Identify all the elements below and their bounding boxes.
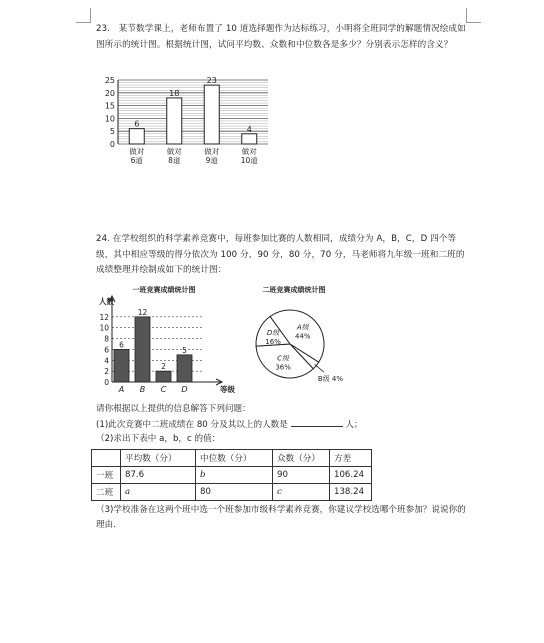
table-header-cell xyxy=(92,450,121,467)
statistics-table xyxy=(91,449,372,501)
question-24-text: 24. 在学校组织的科学素养竞赛中，每班参加比赛的人数相同，成绩分为 A，B，C，D 四个等级，其中相应等级的得分依次为 100 分，90 分，80 分，70 分，马老师将九年级一班和二班的成绩整理并绘制成如下的统计图： xyxy=(96,234,465,275)
table-cell: 90 xyxy=(273,467,330,484)
part1-text: (1)此次竞赛中二班成绩在 80 分及其以上的人数是 xyxy=(96,420,288,430)
y-tick-label: 4 xyxy=(104,356,109,366)
x-tick-label: 9道 xyxy=(205,156,218,165)
y-tick-label: 2 xyxy=(104,367,109,377)
x-tick-label: A xyxy=(118,385,125,394)
question-24-part2: （2)求出下表中 a，b，c 的值： xyxy=(96,434,221,444)
x-axis-label: 等级 xyxy=(220,385,235,394)
chart-title: 二班竞赛成绩统计图 xyxy=(262,286,326,294)
table-header-cell: 方差 xyxy=(330,450,372,467)
question-23-text: 23. 某节数学课上，老师布置了 10 道选择题作为达标练习，小明将全班同学的解题情况绘成如图所示的统计图。根据统计图，试问平均数、众数和中位数各是多少？分别表示怎样的含义？ xyxy=(96,24,466,50)
data-label: 12 xyxy=(137,307,148,317)
x-tick-label: 6道 xyxy=(130,156,143,165)
data-label: 5 xyxy=(182,345,187,355)
y-tick-label: 15 xyxy=(104,101,115,111)
data-label: 6 xyxy=(119,340,124,350)
question-24-part3: （3)学校准备在这两个班中选一个班参加市级科学素养竞赛，你建议学校选哪个班参加？说说你的理由. xyxy=(96,505,466,530)
bar xyxy=(177,355,192,382)
class2-pie-chart xyxy=(248,284,348,396)
x-tick-label: 做对 xyxy=(129,147,145,156)
slice-percent: 44% xyxy=(295,332,311,341)
bar xyxy=(114,349,129,382)
table-cell: a xyxy=(121,484,196,501)
table-cell: 80 xyxy=(196,484,273,501)
bar xyxy=(135,317,150,382)
y-axis-label: 人数 xyxy=(99,297,114,306)
table-header-row xyxy=(92,450,372,467)
slice-label: A级 xyxy=(296,323,309,332)
table-cell: c xyxy=(273,484,330,501)
y-tick-label: 25 xyxy=(104,76,115,85)
slice-label: D级 xyxy=(266,329,280,338)
data-label: 4 xyxy=(246,124,252,134)
slice-percent: 36% xyxy=(275,363,291,372)
table-cell: b xyxy=(196,467,273,484)
data-label: 2 xyxy=(161,362,166,372)
x-tick-label: B xyxy=(139,385,146,394)
y-tick-label: 10 xyxy=(104,114,115,124)
data-label: 23 xyxy=(206,76,217,86)
slice-label: C级 xyxy=(277,354,290,363)
y-tick-label: 0 xyxy=(109,140,115,149)
page-corner-mark-left xyxy=(76,8,91,23)
table-cell: 138.24 xyxy=(330,484,372,501)
x-tick-label: 做对 xyxy=(204,147,220,156)
y-tick-label: 8 xyxy=(104,334,109,344)
bar xyxy=(204,85,219,144)
table-cell: 二班 xyxy=(92,484,121,501)
table-cell: 106.24 xyxy=(330,467,372,484)
table-row xyxy=(92,467,372,484)
answer-blank[interactable] xyxy=(291,417,343,427)
x-tick-label: 做对 xyxy=(241,147,257,156)
class1-bar-chart xyxy=(96,284,246,396)
x-tick-label: D xyxy=(181,385,188,394)
data-label: 6 xyxy=(134,119,140,129)
x-tick-label: 做对 xyxy=(166,147,182,156)
y-tick-label: 12 xyxy=(99,312,109,322)
leader-line xyxy=(315,364,324,372)
table-header-cell: 中位数（分） xyxy=(196,450,273,467)
page-corner-mark-right xyxy=(466,8,481,23)
question-24-intro: 请你根据以上提供的信息解答下列问题： xyxy=(96,404,251,414)
y-tick-label: 20 xyxy=(104,88,115,98)
y-tick-label: 0 xyxy=(104,378,109,387)
bar xyxy=(242,134,257,144)
y-tick-label: 10 xyxy=(99,323,109,333)
bar xyxy=(156,371,171,382)
table-header-cell: 平均数（分） xyxy=(121,450,196,467)
data-label: 18 xyxy=(169,88,180,98)
slice-percent: 16% xyxy=(265,338,281,347)
table-header-cell: 众数（分） xyxy=(273,450,330,467)
y-tick-label: 6 xyxy=(104,345,109,355)
slice-label: B级 4% xyxy=(317,375,344,384)
part1-unit: 人； xyxy=(345,420,363,430)
bar xyxy=(167,98,182,144)
table-cell: 87.6 xyxy=(121,467,196,484)
x-tick-label: C xyxy=(160,385,167,394)
question-24-part1 xyxy=(96,417,363,432)
table-cell: 一班 xyxy=(92,467,121,484)
x-tick-label: 10道 xyxy=(240,156,258,165)
y-tick-label: 5 xyxy=(109,127,115,137)
x-tick-label: 8道 xyxy=(168,156,181,165)
chart-title: 一班竞赛成绩统计图 xyxy=(132,286,196,294)
question-23-bar-chart xyxy=(98,74,278,166)
table-row xyxy=(92,484,372,501)
bar xyxy=(129,129,144,144)
